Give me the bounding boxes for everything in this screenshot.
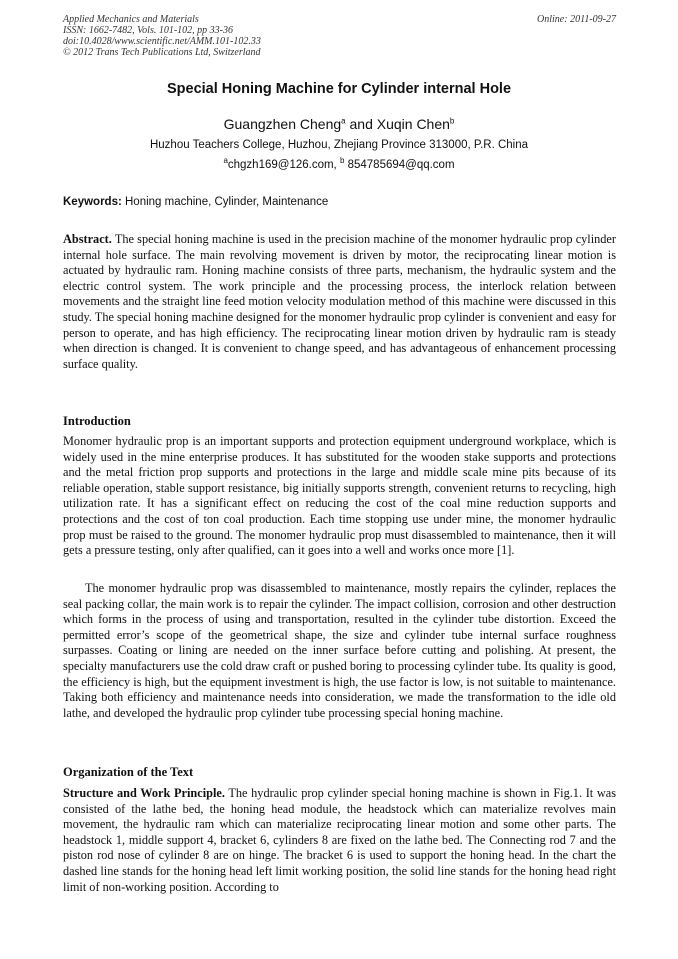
copyright-line: © 2012 Trans Tech Publications Ltd, Switzerland	[63, 47, 261, 58]
issn-line: ISSN: 1662-7482, Vols. 101-102, pp 33-36	[63, 25, 233, 36]
abstract-label: Abstract.	[63, 232, 112, 246]
section-heading-organization: Organization of the Text	[63, 765, 194, 779]
author-name: Guangzhen Cheng	[223, 116, 342, 132]
abstract-text: The special honing machine is used in the precision machine of the monomer hydraulic prop cylinder internal hole surface. The main revolving movement is driven by motor, the reciprocating linear motion is actuated by hydraulic ram. Honing machine consists of three parts, mechanism, the hydraulic system and the electric control system. The work principle and the processing process, the interlock relation between movements and the straight line feed motion velocity modulation method of this machine were discussed in this study. The special honing machine designed for the monomer hydraulic prop cylinder is convenient and easy for person to operate, and has high efficiency. The reciprocating linear motion driven by hydraulic ram is steady when direction is changed. It is convenient to change speed, and has advantageous of enhancement processing surface quality.	[63, 232, 616, 371]
author-conjunction: and	[345, 116, 377, 132]
doi-line: doi:10.4028/www.scientific.net/AMM.101-102.33	[63, 36, 261, 47]
author-superscript: b	[449, 116, 455, 126]
author-line	[0, 115, 678, 133]
abstract	[63, 232, 616, 372]
journal-header	[63, 14, 616, 58]
introduction-paragraph	[63, 434, 616, 559]
paragraph-text: The monomer hydraulic prop was disassembled to maintenance, mostly repairs the cylinder, replaces the seal packing collar, the main work is to repair the cylinder. The impact collision, corrosion and other destruction which forms in the process of using and transportation, resulted in the cylinder tube distortion. Exceed the permitted error’s scope of the geometrical shape, the size and cylinder tube internal surface roughness surpasses. Coating or lining are needed on the inner surface before cutting and polishing. At present, the specialty manufacturers use the cold draw craft or pushed boring to processing cylinder tube. Its quality is good, the efficiency is high, but the equipment investment is high, the use factor is low, is not suitable to maintenance. Taking both efficiency and maintenance needs into consideration, we made the transformation to the idle old lathe, and developed the hydraulic prop cylinder tube processing special honing machine.	[63, 581, 616, 720]
keywords-label: Keywords:	[63, 196, 122, 208]
affiliation: Huzhou Teachers College, Huzhou, Zhejiang Province 313000, P.R. China	[149, 139, 529, 151]
email-superscript: b	[339, 156, 345, 166]
paragraph-text: The hydraulic prop cylinder special honing machine is shown in Fig.1. It was consisted of the lathe bed, the honing head module, the headstock which can materialize revolves main movement, the hydraulic ram which can materialize reciprocating linear motion and some other parts. The headstock 1, middle support 4, bracket 6, cylinders 8 are fixed on the lathe bed. The Connecting rod 7 and the piston rod nose of cylinder 8 are on hinge. The bracket 6 is used to support the honing head. In the chart the dashed line stands for the honing head left limit working position, the solid line stands for the honing head right limit of non-working position. According to	[63, 786, 617, 894]
section-heading-introduction: Introduction	[63, 414, 131, 428]
keywords-text: Honing machine, Cylinder, Maintenance	[121, 196, 329, 208]
email-address: 854785694@qq.com	[344, 159, 455, 171]
paragraph-text: Monomer hydraulic prop is an important supports and protection equipment underground workplace, which is widely used in the mine enterprise produces. It has substituted for the wooden stake supports and protections and the metal friction prop supports and protections in the large and middle scale mine pits because of its reliable operation, stable support resistance, big initially supports strength, convenient returns to recycling, high utilization rate. It has a significant effect on reducing the cost of the coal mine reduction supports and protections and the cost of ton coal production. Each time stopping use under mine, the monomer hydraulic prop must be raised to the ground. The monomer hydraulic prop must disassembled to maintenance, then it will gets a pressure testing, only after qualified, can it goes into a well and works once more [1].	[63, 434, 616, 558]
email-superscript: a	[223, 156, 228, 166]
paper-title: Special Honing Machine for Cylinder internal Hole	[166, 81, 512, 97]
introduction-paragraph	[63, 581, 616, 721]
keywords	[63, 195, 616, 210]
journal-name: Applied Mechanics and Materials	[63, 14, 199, 25]
author-superscript: a	[341, 116, 346, 126]
email-address: chgzh169@126.com,	[227, 159, 340, 171]
email-line	[0, 158, 678, 173]
online-date: Online: 2011-09-27	[537, 14, 616, 25]
structure-paragraph	[63, 786, 616, 895]
author-name: Xuqin Chen	[376, 116, 450, 132]
subsection-label: Structure and Work Principle.	[63, 786, 225, 800]
